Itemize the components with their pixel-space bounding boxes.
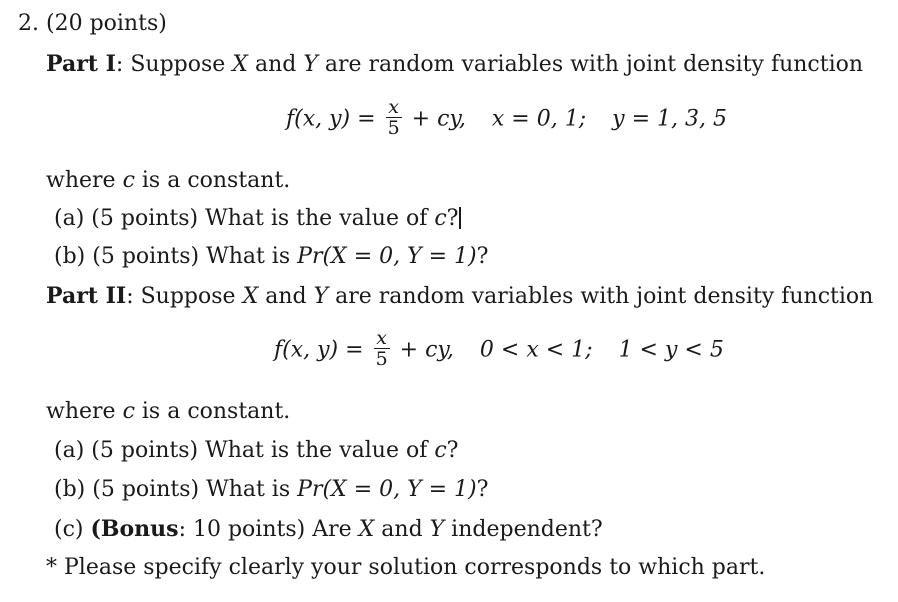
part1-label: Part I	[46, 51, 116, 77]
var-x: X	[242, 284, 259, 309]
part2-question-c	[54, 516, 603, 543]
problem-number: 2.	[18, 11, 39, 36]
question-text: What is	[206, 244, 298, 269]
fraction-numerator: x	[376, 327, 387, 349]
part2-equation	[274, 327, 724, 371]
question-points: (5 points)	[91, 206, 199, 231]
part1-question-b	[54, 244, 488, 270]
question-points: (5 points)	[92, 244, 200, 269]
where-text: where	[46, 168, 123, 193]
part2-where	[46, 399, 290, 425]
question-text-post: independent?	[444, 517, 603, 542]
var-c: c	[122, 168, 135, 193]
problem-header	[18, 11, 167, 37]
and-text: and	[247, 52, 304, 77]
var-c: c	[122, 399, 135, 424]
var-x: X	[232, 52, 248, 77]
part1-intro-post: are random variables with joint density function	[317, 52, 864, 77]
eq-cond-y: 1 < y < 5	[618, 337, 724, 363]
bonus-label: (Bonus	[90, 516, 179, 542]
question-label: (b)	[54, 477, 86, 502]
part1-question-a	[54, 206, 461, 232]
eq-cond-y: y = 1, 3, 5	[612, 106, 727, 132]
question-text: What is	[206, 477, 298, 502]
question-end: ?	[476, 244, 489, 269]
question-label: (c)	[54, 517, 84, 542]
var-x: X	[358, 517, 375, 542]
fraction	[386, 97, 402, 138]
part2-intro	[46, 283, 873, 310]
fraction-denominator: 5	[387, 117, 400, 139]
question-text: What is the value of	[205, 206, 435, 231]
constant-text: is a constant.	[134, 399, 291, 424]
question-points: (5 points)	[91, 438, 199, 463]
var-c: c	[434, 206, 447, 231]
var-y: Y	[429, 517, 445, 542]
part2-question-b	[54, 477, 488, 503]
question-label: (a)	[54, 206, 85, 231]
and-text: and	[374, 517, 430, 542]
part1-where	[46, 168, 290, 194]
problem-points: (20 points)	[46, 11, 167, 36]
part2-intro-text: : Suppose	[126, 284, 243, 309]
question-end: ?	[476, 477, 489, 502]
constant-text: is a constant.	[134, 168, 291, 193]
question-text: Are	[312, 517, 359, 542]
part2-label: Part II	[46, 283, 127, 309]
where-text: where	[46, 399, 123, 424]
part1-equation	[286, 96, 727, 140]
fraction	[374, 328, 390, 369]
question-label: (a)	[54, 438, 85, 463]
question-end: ?	[446, 206, 459, 231]
var-y: Y	[303, 52, 318, 77]
solution-note: * Please specify clearly your solution corresponds to which part.	[46, 555, 766, 580]
part1-intro-text: : Suppose	[115, 52, 233, 77]
fraction-denominator: 5	[375, 348, 388, 370]
eq-lhs: f(x, y) =	[286, 106, 376, 132]
part1-intro	[46, 51, 863, 78]
question-label: (b)	[54, 244, 86, 269]
fraction-numerator: x	[388, 96, 399, 118]
bonus-points-text: : 10 points)	[178, 517, 306, 542]
probability-expression: Pr(X = 0, Y = 1)	[297, 477, 477, 502]
question-end: ?	[446, 438, 459, 463]
question-text: What is the value of	[205, 438, 435, 463]
eq-cond-x: x = 0, 1;	[491, 106, 587, 132]
var-c: c	[434, 438, 447, 463]
eq-rest: + cy,	[399, 337, 454, 363]
bonus-points	[91, 517, 306, 542]
and-text: and	[258, 284, 314, 309]
text-cursor	[459, 207, 461, 229]
var-y: Y	[313, 284, 329, 309]
part2-intro-post: are random variables with joint density function	[328, 284, 874, 309]
probability-expression: Pr(X = 0, Y = 1)	[297, 244, 477, 269]
eq-rest: + cy,	[411, 106, 466, 132]
part2-question-a	[54, 438, 458, 464]
eq-cond-x: 0 < x < 1;	[479, 337, 593, 363]
eq-lhs: f(x, y) =	[274, 337, 364, 363]
question-points: (5 points)	[92, 477, 200, 502]
